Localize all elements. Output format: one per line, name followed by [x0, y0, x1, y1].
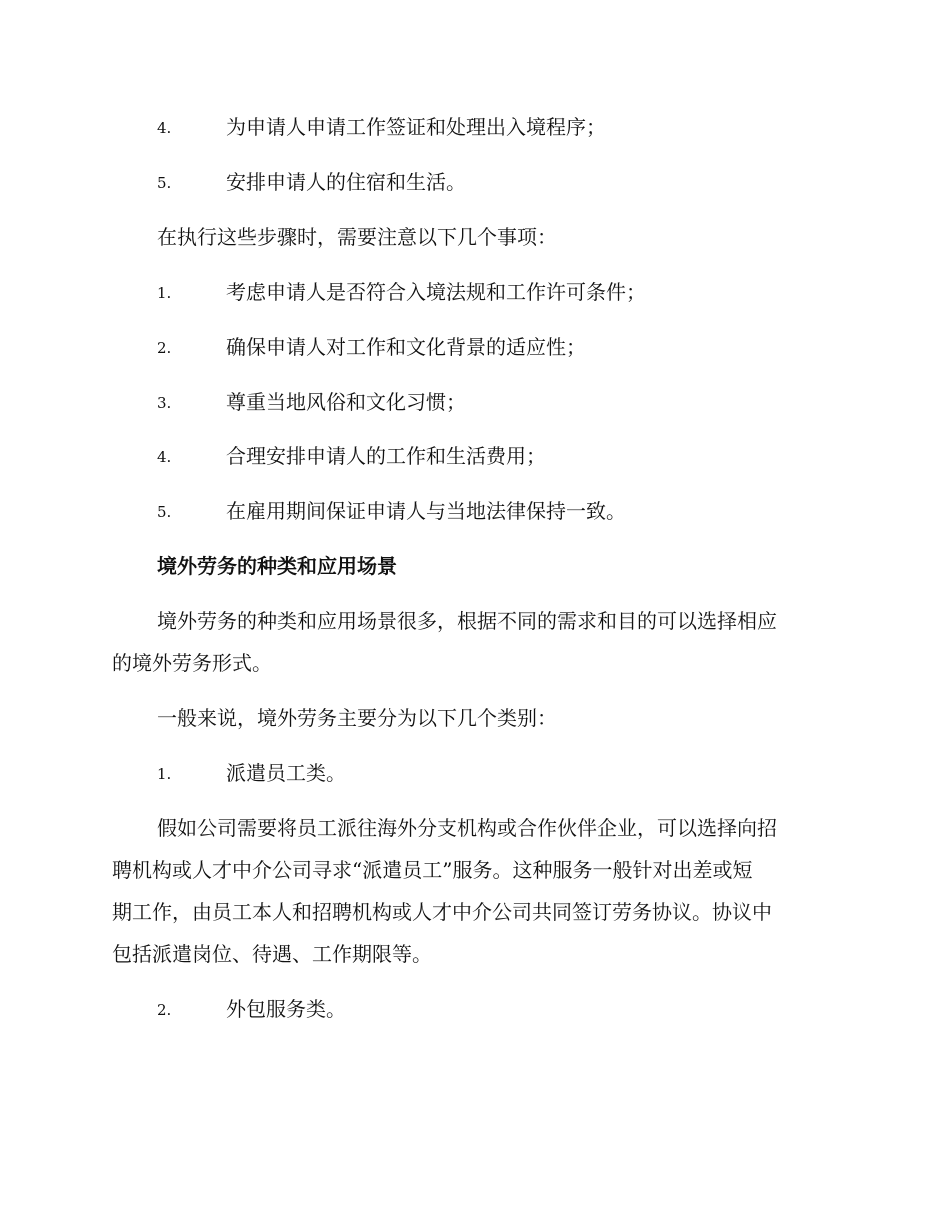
- section-heading: 境外劳务的种类和应用场景: [157, 554, 397, 578]
- list-b-number-3: 3.: [157, 394, 172, 412]
- list-b-item-5: 在雇用期间保证申请人与当地法律保持一致。: [226, 499, 626, 523]
- paragraph-3-line-4: 包括派遣岗位、待遇、工作期限等。: [112, 942, 432, 966]
- list-b-item-1: 考虑申请人是否符合入境法规和工作许可条件；: [226, 280, 646, 304]
- paragraph-1-line-2: 的境外劳务形式。: [112, 651, 272, 675]
- paragraph-3-line-2: 聘机构或人才中介公司寻求“派遣员工”服务。这种服务一般针对出差或短: [112, 858, 753, 882]
- list-b-number-2: 2.: [157, 339, 172, 357]
- list-b-number-1: 1.: [157, 284, 172, 302]
- list-a-item-4: 为申请人申请工作签证和处理出入境程序；: [226, 115, 606, 139]
- list-b-item-4: 合理安排申请人的工作和生活费用；: [226, 444, 546, 468]
- category-number-1: 1.: [157, 765, 172, 783]
- category-item-1: 派遣员工类。: [226, 761, 346, 785]
- list-b-number-5: 5.: [157, 503, 172, 521]
- paragraph-2: 一般来说，境外劳务主要分为以下几个类别：: [157, 706, 557, 730]
- list-a-number-5: 5.: [157, 174, 172, 192]
- paragraph-1-line-1: 境外劳务的种类和应用场景很多，根据不同的需求和目的可以选择相应: [157, 609, 777, 633]
- notes-intro-paragraph: 在执行这些步骤时，需要注意以下几个事项：: [157, 225, 557, 249]
- list-b-number-4: 4.: [157, 448, 172, 466]
- paragraph-3-line-1: 假如公司需要将员工派往海外分支机构或合作伙伴企业，可以选择向招: [157, 816, 777, 840]
- list-a-number-4: 4.: [157, 119, 172, 137]
- list-b-item-2: 确保申请人对工作和文化背景的适应性；: [226, 335, 586, 359]
- paragraph-3-line-3: 期工作，由员工本人和招聘机构或人才中介公司共同签订劳务协议。协议中: [112, 900, 772, 924]
- category-item-2: 外包服务类。: [226, 997, 346, 1021]
- list-a-item-5: 安排申请人的住宿和生活。: [226, 170, 466, 194]
- list-b-item-3: 尊重当地风俗和文化习惯；: [226, 390, 466, 414]
- category-number-2: 2.: [157, 1001, 172, 1019]
